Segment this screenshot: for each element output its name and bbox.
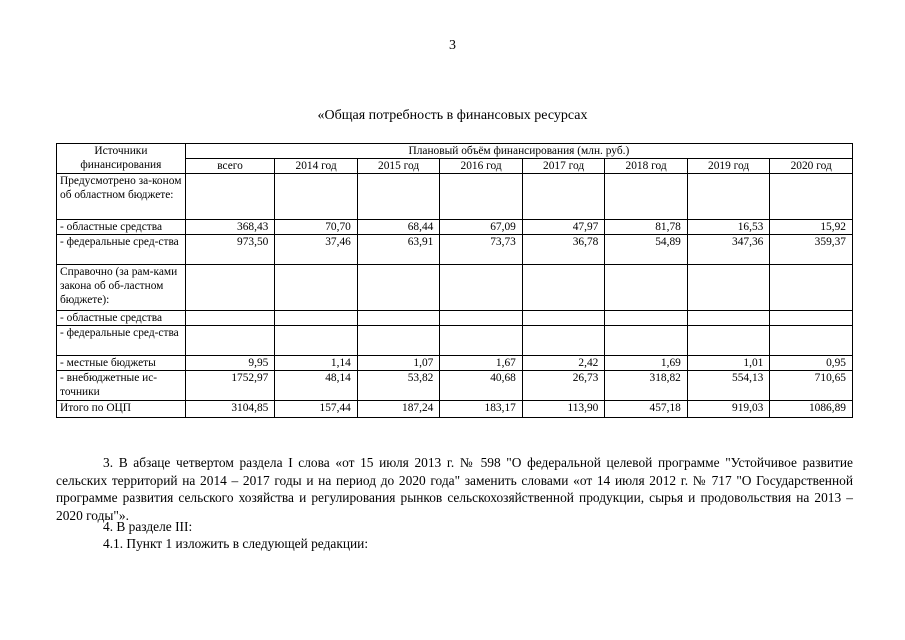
table-cell: 47,97 xyxy=(522,220,605,235)
column-header: 2019 год xyxy=(687,159,770,174)
table-cell xyxy=(357,311,440,326)
table-cell xyxy=(687,265,770,311)
table-cell: 37,46 xyxy=(275,235,358,265)
table-cell xyxy=(357,265,440,311)
table-row xyxy=(57,311,853,326)
table-row xyxy=(57,401,853,418)
table-cell xyxy=(275,311,358,326)
table-cell: 73,73 xyxy=(440,235,523,265)
table-cell: 1,14 xyxy=(275,356,358,371)
table-cell: 318,82 xyxy=(605,371,688,401)
table-row xyxy=(57,356,853,371)
table-cell: 15,92 xyxy=(770,220,853,235)
table-cell: 1,69 xyxy=(605,356,688,371)
table-cell xyxy=(357,174,440,220)
table-cell xyxy=(770,174,853,220)
plan-column-header: Плановый объём финансирования (млн. руб.) xyxy=(185,144,852,159)
page-number: 3 xyxy=(449,38,456,53)
source-column-header: Источники финансирования xyxy=(57,144,186,174)
table-cell: 1,01 xyxy=(687,356,770,371)
paragraph-3: 3. В абзаце четвертом раздела I слова «от 15 июля 2013 г. № 598 "О федеральной целевой программе "Устойчивое развитие сельских территорий на 2014 – 2017 годы и на период до 2020 года" заменить словами «от 14 июля 2012 г. № 717 "О Государственной программе развития сельского хозяйства и регулирования рынков сельскохозяйственной продукции, сырья и продовольствия на 2013 – 2020 годы"». xyxy=(56,455,853,523)
column-header: 2017 год xyxy=(522,159,605,174)
table-cell xyxy=(185,326,275,356)
table-cell: 1752,97 xyxy=(185,371,275,401)
table-cell: 16,53 xyxy=(687,220,770,235)
table-cell: 457,18 xyxy=(605,401,688,418)
table-cell xyxy=(275,265,358,311)
financing-table xyxy=(56,143,853,418)
table-cell: 67,09 xyxy=(440,220,523,235)
table-cell xyxy=(770,265,853,311)
row-label: - местные бюджеты xyxy=(57,356,186,371)
table-cell xyxy=(185,174,275,220)
table-cell: 0,95 xyxy=(770,356,853,371)
table-cell: 1,67 xyxy=(440,356,523,371)
table-row xyxy=(57,235,853,265)
table-header-row xyxy=(57,144,853,159)
table-cell xyxy=(770,326,853,356)
column-header: 2018 год xyxy=(605,159,688,174)
table-cell xyxy=(522,326,605,356)
table-row xyxy=(57,174,853,220)
row-label: - федеральные сред-ства xyxy=(57,326,186,356)
document-title: «Общая потребность в финансовых ресурсах xyxy=(317,108,588,123)
row-label: - областные средства xyxy=(57,220,186,235)
table-cell: 70,70 xyxy=(275,220,358,235)
table-cell: 187,24 xyxy=(357,401,440,418)
column-header: 2016 год xyxy=(440,159,523,174)
table-cell: 157,44 xyxy=(275,401,358,418)
column-header: 2015 год xyxy=(357,159,440,174)
table-cell: 359,37 xyxy=(770,235,853,265)
table-cell: 1086,89 xyxy=(770,401,853,418)
table-cell: 368,43 xyxy=(185,220,275,235)
row-label: Справочно (за рам-ками закона об об-ластном бюджете): xyxy=(57,265,186,311)
table-cell: 53,82 xyxy=(357,371,440,401)
table-cell: 40,68 xyxy=(440,371,523,401)
table-row xyxy=(57,265,853,311)
table-cell xyxy=(687,311,770,326)
table-cell xyxy=(605,311,688,326)
table-cell: 973,50 xyxy=(185,235,275,265)
table-cell xyxy=(357,326,440,356)
column-header: всего xyxy=(185,159,275,174)
table-cell: 81,78 xyxy=(605,220,688,235)
table-row xyxy=(57,220,853,235)
table-cell: 54,89 xyxy=(605,235,688,265)
table-cell: 48,14 xyxy=(275,371,358,401)
table-cell xyxy=(605,326,688,356)
table-cell xyxy=(440,326,523,356)
table-cell: 1,07 xyxy=(357,356,440,371)
table-cell: 3104,85 xyxy=(185,401,275,418)
table-cell: 113,90 xyxy=(522,401,605,418)
table-cell: 36,78 xyxy=(522,235,605,265)
table-cell: 63,91 xyxy=(357,235,440,265)
table-cell: 710,65 xyxy=(770,371,853,401)
row-label: - внебюджетные ис-точники xyxy=(57,371,186,401)
table-cell xyxy=(185,265,275,311)
table-cell: 183,17 xyxy=(440,401,523,418)
table-cell xyxy=(605,174,688,220)
table-cell xyxy=(522,311,605,326)
table-cell: 26,73 xyxy=(522,371,605,401)
table-cell: 68,44 xyxy=(357,220,440,235)
row-label: - областные средства xyxy=(57,311,186,326)
table-cell xyxy=(275,326,358,356)
paragraph-4: 4. В разделе III: xyxy=(103,519,193,534)
column-header: 2020 год xyxy=(770,159,853,174)
table-cell xyxy=(275,174,358,220)
table-row xyxy=(57,326,853,356)
table-cell xyxy=(687,326,770,356)
table-cell: 347,36 xyxy=(687,235,770,265)
table-cell xyxy=(770,311,853,326)
row-label: Предусмотрено за-коном об областном бюджете: xyxy=(57,174,186,220)
table-cell xyxy=(522,265,605,311)
table-cell xyxy=(522,174,605,220)
table-cell xyxy=(185,311,275,326)
column-header: 2014 год xyxy=(275,159,358,174)
table-cell xyxy=(440,174,523,220)
table-cell xyxy=(687,174,770,220)
table-cell: 9,95 xyxy=(185,356,275,371)
table-cell xyxy=(440,265,523,311)
row-label: Итого по ОЦП xyxy=(57,401,186,418)
table-cell xyxy=(440,311,523,326)
table-cell: 919,03 xyxy=(687,401,770,418)
table-cell: 2,42 xyxy=(522,356,605,371)
table-cell: 554,13 xyxy=(687,371,770,401)
table-row xyxy=(57,371,853,401)
table-cell xyxy=(605,265,688,311)
paragraph-4-1: 4.1. Пункт 1 изложить в следующей редакции: xyxy=(103,536,369,551)
row-label: - федеральные сред-ства xyxy=(57,235,186,265)
